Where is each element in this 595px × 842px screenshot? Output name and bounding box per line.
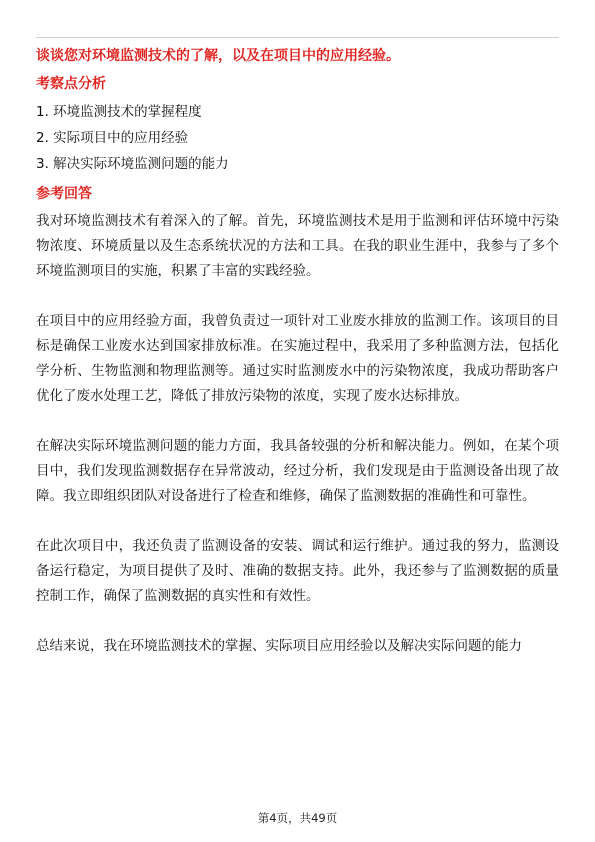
document-content — [36, 45, 559, 659]
answer-paragraph: 在解决实际环境监测问题的能力方面，我具备较强的分析和解决能力。例如，在某个项目中，我们发现监测数据存在异常波动，经过分析，我们发现是由于监测设备出现了故障。我立即组织团队对设备进行了检查和维修，确保了监测数据的准确性和可靠性。 — [36, 438, 559, 504]
answer-paragraph: 在项目中的应用经验方面，我曾负责过一项针对工业废水排放的监测工作。该项目的目标是确保工业废水达到国家排放标准。在实施过程中，我采用了多种监测方法，包括化学分析、生物监测和物理监测等。通过实时监测废水中的污染物浓度，我成功帮助客户优化了废水处理工艺，降低了排放污染物的浓度，实现了废水达标排放。 — [36, 313, 559, 404]
answer-paragraph: 我对环境监测技术有着深入的了解。首先，环境监测技术是用于监测和评估环境中污染物浓度、环境质量以及生态系统状况的方法和工具。在我的职业生涯中，我参与了多个环境监测项目的实施，积累了丰富的实践经验。 — [36, 213, 559, 279]
top-divider — [36, 37, 559, 38]
analysis-points — [36, 99, 559, 177]
question-title: 谈谈您对环境监测技术的了解，以及在项目中的应用经验。 — [36, 48, 400, 64]
analysis-point: 3. 解决实际环境监测问题的能力 — [36, 156, 229, 172]
answer-heading: 参考回答 — [36, 186, 92, 202]
answer-paragraph: 在此次项目中，我还负责了监测设备的安装、调试和运行维护。通过我的努力，监测设备运行稳定，为项目提供了及时、准确的数据支持。此外，我还参与了监测数据的质量控制工作，确保了监测数据的真实性和有效性。 — [36, 538, 559, 604]
analysis-point: 1. 环境监测技术的掌握程度 — [36, 104, 202, 120]
analysis-heading: 考察点分析 — [36, 76, 106, 92]
page-number: 第4页，共49页 — [257, 811, 338, 825]
answer-paragraph: 总结来说，我在环境监测技术的掌握、实际项目应用经验以及解决实际问题的能力 — [36, 638, 522, 654]
analysis-point: 2. 实际项目中的应用经验 — [36, 130, 189, 146]
